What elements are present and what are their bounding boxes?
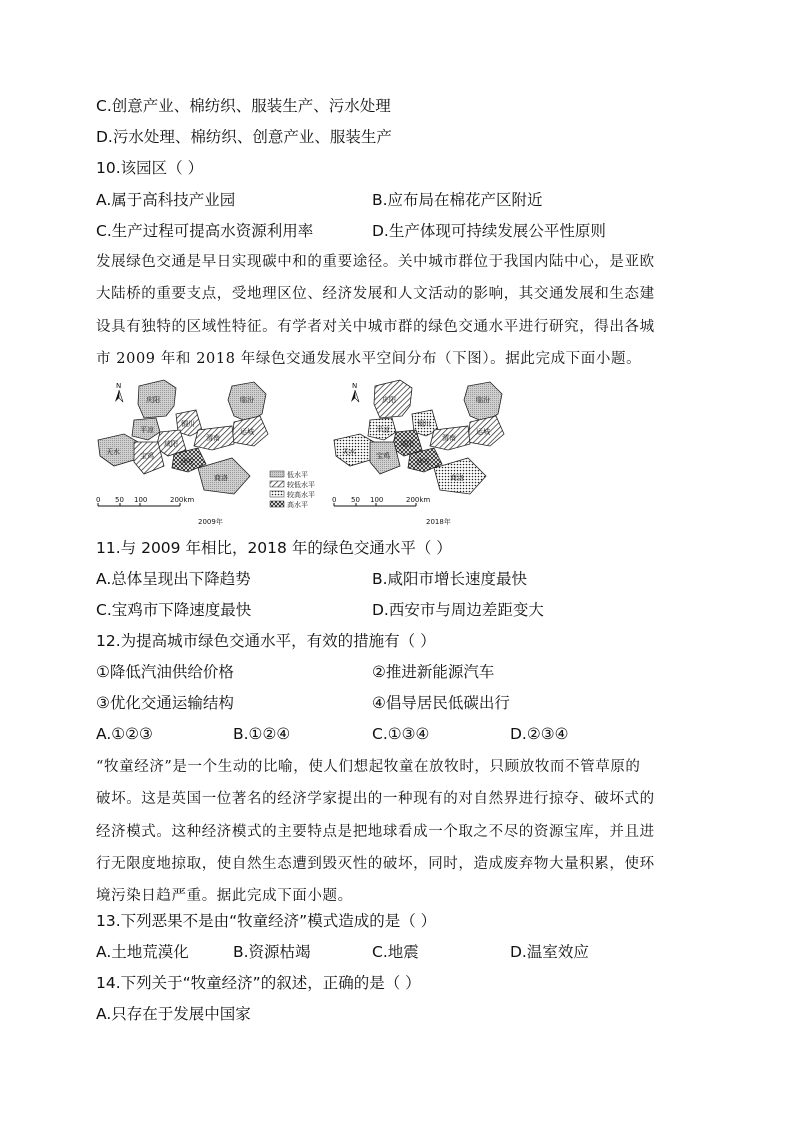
- q12-option-d: D.②③④: [510, 725, 569, 743]
- passage2-line: 破坏。这是英国一位著名的经济学家提出的一种现有的对自然界进行掠夺、破坏式的: [96, 791, 655, 808]
- map-legend: [270, 470, 315, 509]
- north-label: N: [352, 382, 358, 390]
- q10-option-a: A.属于高科技产业园: [96, 191, 236, 209]
- q11-option-d: D.西安市与周边差距变大: [372, 601, 544, 619]
- q13-option-a: A.土地荒漠化: [96, 943, 189, 961]
- city-label: 商洛: [450, 474, 464, 482]
- q10-option-b: B.应布局在棉花产区附近: [372, 191, 543, 209]
- passage1-line: 大陆桥的重要支点，受地理区位、经济发展和人文活动的影响，其交通发展和生态建: [96, 286, 655, 303]
- map-figure: [94, 376, 534, 528]
- scale-bar: [96, 496, 194, 506]
- scale-bar: [332, 496, 430, 506]
- q13-option-c: C.地震: [372, 943, 419, 961]
- q12-statement-4: ④倡导居民低碳出行: [372, 694, 510, 712]
- city-label: 渭南: [442, 434, 456, 442]
- passage1-line: 市 2009 年和 2018 年绿色交通发展水平空间分布（下图）。据此完成下面小题。: [96, 350, 642, 367]
- passage2-line: 行无限度地掠取，使自然生态遭到毁灭性的破坏，同时，造成废弃物大量积累，使环: [96, 855, 655, 872]
- north-label: N: [116, 382, 122, 390]
- scale-label: 100: [370, 496, 384, 504]
- q13-option-b: B.资源枯竭: [233, 943, 311, 961]
- scale-label: 0: [332, 496, 337, 504]
- legend-label: 较高水平: [287, 491, 315, 499]
- scale-label: 0: [96, 496, 101, 504]
- q10-stem: 10.该园区（ ）: [96, 159, 204, 177]
- north-arrow: [351, 382, 359, 402]
- city-label: 运城: [476, 428, 490, 436]
- legend-label: 高水平: [287, 501, 308, 509]
- legend-label: 较低水平: [287, 481, 315, 489]
- q10-option-d: D.生产体现可持续发展公平性原则: [372, 222, 606, 240]
- city-label: 西安: [416, 458, 430, 466]
- passage-cowboy-economy: [96, 751, 701, 912]
- q12-statement-2: ②推进新能源汽车: [372, 663, 495, 681]
- city-label: 渭南: [206, 434, 220, 442]
- year-label-2018: 2018年: [426, 518, 451, 526]
- city-label: 西安: [180, 458, 194, 466]
- map-2009: [96, 380, 268, 526]
- legend-label: 低水平: [287, 471, 308, 479]
- city-label: 庆阳: [146, 396, 160, 404]
- q10-option-c: C.生产过程可提高水资源利用率: [96, 222, 314, 240]
- q12-option-a: A.①②③: [96, 725, 153, 743]
- city-label: 临汾: [240, 396, 254, 404]
- year-label-2009: 2009年: [198, 518, 223, 526]
- q11-option-c: C.宝鸡市下降速度最快: [96, 601, 252, 619]
- city-label: 宝鸡: [376, 452, 390, 460]
- q12-option-b: B.①②④: [233, 725, 291, 743]
- passage2-line: “牧童经济”是一个生动的比喻，使人们想起牧童在放牧时，只顾放牧而不管草原的: [96, 759, 641, 775]
- q12-option-c: C.①③④: [372, 725, 430, 743]
- city-label: 宝鸡: [140, 452, 154, 460]
- scale-label: 50: [351, 496, 360, 504]
- north-arrow: [115, 382, 123, 402]
- q12-stem: 12.为提高城市绿色交通水平，有效的措施有（ ）: [96, 632, 436, 650]
- city-label: 铜川: [181, 420, 195, 428]
- city-label: 平凉: [140, 426, 154, 434]
- scale-label: 100: [134, 496, 148, 504]
- map-svg: [94, 376, 534, 528]
- q14-option-a: A.只存在于发展中国家: [96, 1005, 251, 1023]
- city-label: 临汾: [476, 396, 490, 404]
- passage1-line: 发展绿色交通是早日实现碳中和的重要途径。关中城市群位于我国内陆中心，是亚欧: [96, 254, 655, 270]
- scale-label: 200km: [170, 496, 195, 504]
- map-2018: [332, 380, 504, 526]
- q13-stem: 13.下列恶果不是由“牧童经济”模式造成的是（ ）: [96, 912, 437, 930]
- city-label: 咸阳: [400, 440, 414, 448]
- city-label: 运城: [240, 428, 254, 436]
- city-label: 天水: [106, 448, 120, 456]
- q11-option-a: A.总体呈现出下降趋势: [96, 570, 251, 588]
- city-label: 商洛: [214, 474, 228, 482]
- passage1-line: 设具有独特的区域性特征。有学者对关中城市群的绿色交通水平进行研究，得出各城: [96, 318, 655, 335]
- scale-label: 200km: [406, 496, 431, 504]
- scale-label: 50: [115, 496, 124, 504]
- q11-option-b: B.咸阳市增长速度最快: [372, 570, 528, 588]
- city-label: 天水: [342, 448, 356, 456]
- q9-option-d: D.污水处理、棉纺织、创意产业、服装生产: [96, 128, 392, 146]
- city-label: 平凉: [376, 426, 390, 434]
- passage2-line: 经济模式。这种经济模式的主要特点是把地球看成一个取之不尽的资源宝库，并且进: [96, 823, 655, 840]
- q14-stem: 14.下列关于“牧童经济”的叙述，正确的是（ ）: [96, 974, 421, 992]
- city-label: 庆阳: [382, 396, 396, 404]
- q12-statement-1: ①降低汽油供给价格: [96, 663, 234, 681]
- passage-green-transport: [96, 246, 701, 375]
- q13-option-d: D.温室效应: [510, 943, 589, 961]
- passage2-line: 境污染日趋严重。据此完成下面小题。: [96, 888, 353, 905]
- city-label: 咸阳: [164, 440, 178, 448]
- q9-option-c: C.创意产业、棉纺织、服装生产、污水处理: [96, 97, 391, 115]
- city-label: 铜川: [417, 420, 431, 428]
- q11-stem: 11.与 2009 年相比，2018 年的绿色交通水平（ ）: [96, 539, 452, 557]
- q12-statement-3: ③优化交通运输结构: [96, 694, 234, 712]
